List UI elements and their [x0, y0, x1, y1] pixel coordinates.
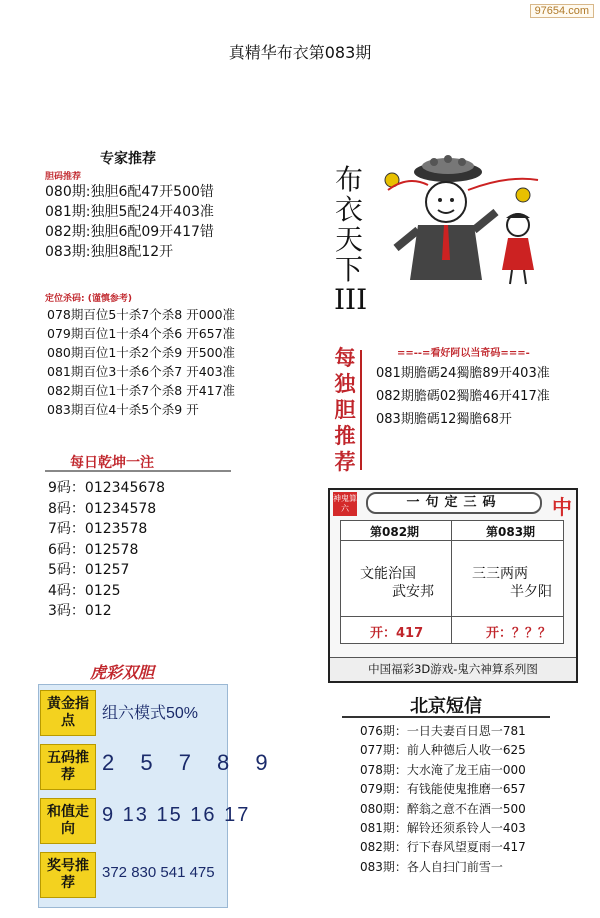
list-item: 083期百位4十杀5个杀9 开 — [47, 402, 199, 417]
position-subheading: 定位杀码: (谨慎参考) — [45, 294, 132, 304]
list-item: 8码：01234578 — [48, 500, 157, 517]
vertical-title-char: 天 — [334, 223, 363, 256]
lottery-logo-icon: 中 — [552, 495, 572, 519]
period-082-header: 第082期 — [370, 525, 420, 539]
vertical-title — [334, 163, 368, 316]
position-list — [47, 305, 235, 419]
money-pot-icon — [414, 155, 482, 182]
yiju-footer: 中国福彩3D游戏-鬼六神算系列图 — [330, 657, 576, 681]
divider — [340, 540, 564, 541]
list-item: 077期：前人种德后人收一625 — [360, 743, 526, 758]
tiger-row — [38, 848, 228, 902]
riddle-083-line2: 半夕阳 — [510, 584, 552, 600]
expert-list — [45, 182, 214, 262]
divider — [360, 350, 362, 470]
vertical-title-char: III — [334, 283, 368, 316]
tiger-row-value: 9 13 15 16 17 — [102, 804, 251, 826]
daily-heading: 每日乾坤一注 — [70, 455, 154, 471]
list-item: 4码：0125 — [48, 582, 121, 599]
dan-list — [376, 362, 550, 431]
vertical-red-char: 每 — [334, 346, 356, 370]
list-item: 078期百位5十杀7个杀8 开000准 — [47, 307, 236, 322]
list-item: 081期膽碼24獨膽89开403准 — [376, 366, 550, 381]
result-082: 开：417 — [370, 626, 424, 641]
list-item: 9码：012345678 — [48, 480, 166, 496]
beijing-heading: 北京短信 — [410, 696, 482, 717]
riddle-082-line2: 武安邦 — [392, 584, 434, 600]
tiger-row-value: 2 5 7 8 9 — [102, 750, 278, 775]
list-item: 081期：解铃还须系铃人一403 — [360, 821, 526, 836]
vertical-title-char: 衣 — [334, 193, 363, 226]
page-title: 真精华布衣第083期 — [228, 43, 372, 62]
riddle-083-line1: 三三两两 — [472, 566, 528, 582]
vertical-red-heading — [333, 345, 357, 475]
list-item: 083期膽碼12獨膽68开 — [376, 412, 512, 427]
list-item: 081期百位3十杀6个杀7 开403准 — [47, 364, 236, 379]
divider — [342, 716, 550, 718]
list-item: 082期:独胆6配09开417错 — [45, 224, 214, 240]
tiger-row-value: 372 830 541 475 — [102, 864, 215, 881]
list-item: 080期:独胆6配47开500错 — [45, 184, 214, 200]
dan-heading: ==--=看好阿以当奇码===- — [397, 348, 530, 359]
tiger-row-value: 组六模式50% — [102, 705, 199, 722]
list-item: 082期百位1十杀7个杀8 开417准 — [47, 383, 236, 398]
list-item: 082期膽碼02獨膽46开417准 — [376, 389, 550, 404]
list-item: 083期:独胆8配12开 — [45, 244, 174, 260]
woman-figure-icon — [502, 213, 534, 284]
beijing-list — [360, 722, 526, 877]
tiger-row — [38, 794, 251, 848]
list-item: 076期：一日夫妻百日恩一781 — [360, 724, 526, 738]
coin-icon — [516, 188, 530, 202]
list-item: 3码：012 — [48, 603, 112, 619]
list-item: 079期：有钱能使鬼推磨一657 — [360, 782, 526, 797]
vertical-red-char: 推 — [334, 424, 356, 448]
period-083-header: 第083期 — [486, 525, 536, 539]
tiger-row-label: 和值走向 — [40, 798, 96, 844]
riddle-082-line1: 文能治国 — [360, 566, 416, 582]
site-watermark: 97654.com — [530, 4, 594, 18]
list-item: 079期百位1十杀4个杀6 开657准 — [47, 326, 236, 341]
tiger-row-label: 黄金指点 — [40, 690, 96, 736]
man-figure-icon — [396, 182, 496, 280]
tiger-row-label: 奖号推荐 — [40, 852, 96, 898]
list-item: 078期：大水淹了龙王庙一000 — [360, 762, 526, 777]
list-item: 080期：醉翁之意不在酒一500 — [360, 801, 526, 816]
seal-stamp: 神鬼算六 — [333, 492, 357, 516]
vertical-title-char: 下 — [334, 253, 363, 286]
vertical-red-char: 独 — [334, 372, 356, 396]
tiger-row — [38, 740, 278, 794]
yiju-title: 一句定三码 — [366, 492, 542, 514]
vertical-red-char: 胆 — [334, 398, 356, 422]
cartoon-illustration — [378, 150, 548, 285]
tiger-heading: 虎彩双胆 — [90, 663, 155, 682]
vertical-title-char: 布 — [334, 163, 363, 196]
expert-heading: 专家推荐 — [100, 151, 156, 167]
list-item: 7码：0123578 — [48, 521, 148, 537]
divider — [451, 520, 452, 644]
list-item: 083期：各人自扫门前雪一 — [360, 859, 503, 874]
expert-subheading: 胆码推荐 — [45, 172, 82, 182]
tiger-row-label: 五码推荐 — [40, 744, 96, 790]
daily-list — [48, 478, 165, 622]
divider — [340, 616, 564, 617]
list-item: 081期:独胆5配24开403准 — [45, 204, 214, 220]
tiger-row — [38, 686, 228, 740]
result-083: 开：？？？ — [486, 626, 552, 641]
list-item: 080期百位1十杀2个杀9 开500准 — [47, 345, 236, 360]
vertical-red-char: 荐 — [334, 450, 356, 474]
list-item: 082期：行下春风望夏雨一417 — [360, 840, 526, 855]
list-item: 5码：01257 — [48, 562, 130, 578]
list-item: 6码：012578 — [48, 541, 139, 558]
